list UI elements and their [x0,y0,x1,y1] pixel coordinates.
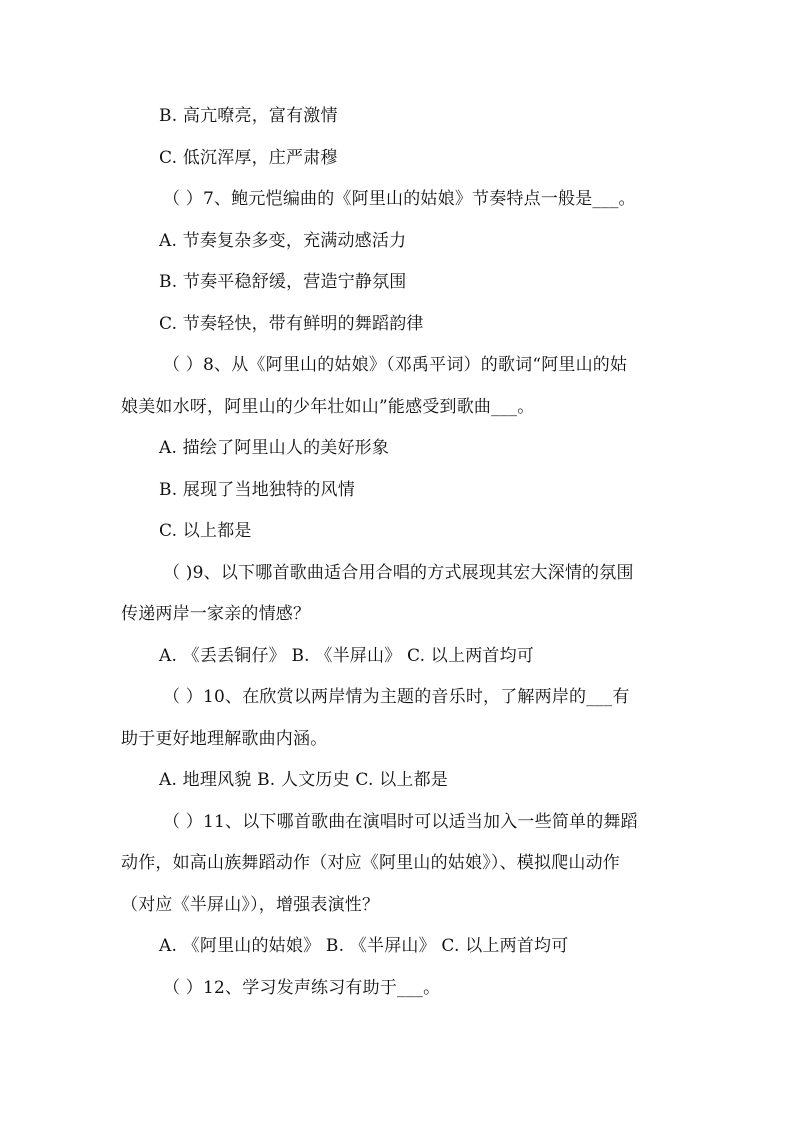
q7-option-a: A. 节奏复杂多变，充满动感活力 [159,230,407,251]
question-9-line-2: 传递两岸一家亲的情感？ [121,604,311,624]
q6-option-c: C. 低沉浑厚，庄严肃穆 [159,147,338,168]
question-10-line-2: 助于更好地理解歌曲内涵。 [121,728,328,749]
q8-option-b: B. 展现了当地独特的风情 [159,479,355,500]
q8-option-c: C. 以上都是 [159,521,252,541]
q7-option-c: C. 节奏轻快，带有鲜明的舞蹈韵律 [159,313,424,334]
question-10-line-1: （ ）10、在欣赏以两岸情为主题的音乐时，了解两岸的___有 [163,687,630,707]
q8-option-a: A. 描绘了阿里山人的美好形象 [159,438,390,458]
question-11-line-1: （ ）11、以下哪首歌曲在演唱时可以适当加入一些简单的舞蹈 [163,811,638,832]
q6-option-b: B. 高亢嘹亮，富有激情 [159,106,338,126]
question-11-line-2: 动作，如高山族舞蹈动作（对应《阿里山的姑娘》）、模拟爬山动作 [121,853,620,873]
question-8-line-2: 娘美如水呀，阿里山的少年壮如山”能感受到歌曲___。 [121,396,535,417]
question-8-line-1: （ ）8、从《阿里山的姑娘》（邓禹平词）的歌词“阿里山的姑 [163,355,628,375]
question-9-line-1: （ )9、以下哪首歌曲适合用合唱的方式展现其宏大深情的氛围 [163,562,634,583]
question-content [121,96,677,1009]
question-12: （ ）12、学习发声练习有助于___。 [163,977,441,998]
q9-options: A. 《丢丢铜仔》 B. 《半屏山》 C. 以上两首均可 [159,645,535,666]
question-7: （ ）7、鲍元恺编曲的《阿里山的姑娘》节奏特点一般是___。 [163,189,636,209]
q10-options: A. 地理风貌 B. 人文历史 C. 以上都是 [159,770,449,790]
q11-options: A. 《阿里山的姑娘》 B. 《半屏山》 C. 以上两首均可 [159,936,569,956]
q7-option-b: B. 节奏平稳舒缓，营造宁静氛围 [159,272,407,292]
question-11-line-3: （对应《半屏山》），增强表演性？ [121,894,380,915]
